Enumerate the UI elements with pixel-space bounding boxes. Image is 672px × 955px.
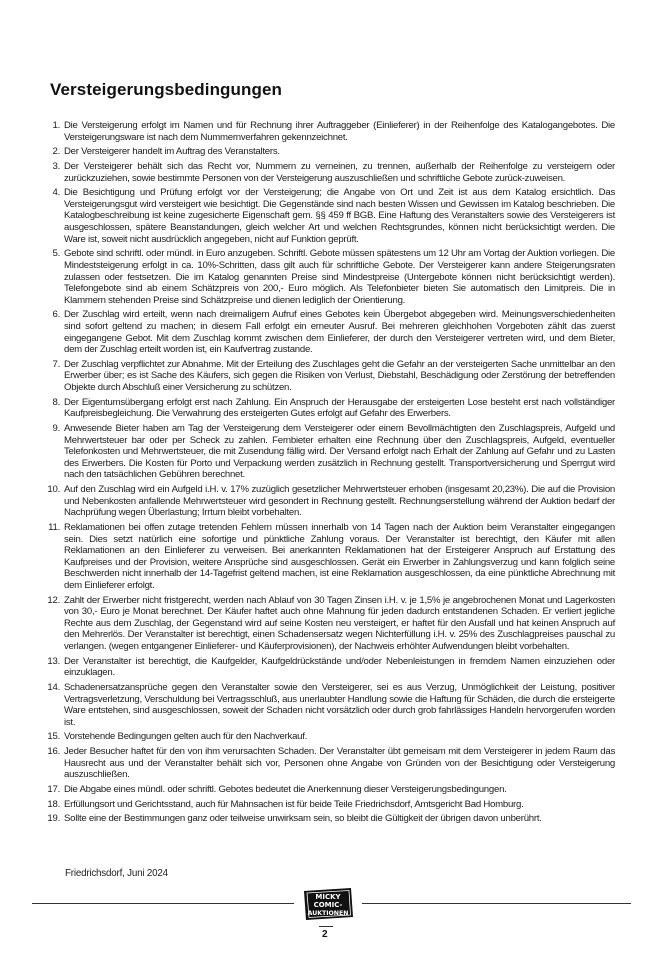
condition-text: Die Besichtigung und Prüfung erfolgt vor der Versteigerung; die Angabe von Ort und Zeit ist aus dem Katalog ersichtlich. Das Versteigerungsgut wird versteigert wie besichtigt. Die Gegenstände sind nach besten Wissen und Gewissen im Katalog beschrieben. Die Katalogbeschreibung ist keine zugesicherte Eigenschaft gem. §§ 459 ff BGB. Eine Haftung des Veranstalters sowie des Versteigerers ist ausgeschlossen, spätere Beanstandungen, gleich welcher Art und welchen Rechtsgrundes, können nicht berücksichtigt werden. Die Ware ist, soweit nicht ausdrücklich angegeben, nicht auf Funktion geprüft. xyxy=(64,187,615,245)
condition-text: Die Versteigerung erfolgt im Namen und für Rechnung ihrer Auftraggeber (Einlieferer) in der Reihenfolge des Katalogangebotes. Die Versteigerungsware ist nach dem Nummernverfahren gekennzeichnet. xyxy=(64,120,615,143)
condition-item xyxy=(40,522,615,592)
page-number-rule xyxy=(319,926,333,927)
condition-text: Vorstehende Bedingungen gelten auch für den Nachverkauf. xyxy=(64,731,308,743)
condition-item xyxy=(40,656,615,679)
condition-text: Anwesende Bieter haben am Tag der Versteigerung dem Versteigerer oder einem Bevollmächtigten den Zuschlagspreis, Aufgeld und Mehrwertsteuer bar oder per Scheck zu zahlen. Fernbieter erhalten eine Rechnung über den Zuschlagspreis, Aufgeld, eventueller Telefonkosten und Mehrwertsteuer, die mit Zusendung fällig wird. Der Versand erfolgt nach Erhalt der Zahlung auf Gefahr und zu Lasten des Erwerbers. Die Kosten für Porto und Verpackung werden zusätzlich in Rechnung gestellt. Transportversicherung und Sperrgut wird nach den tatsächlichen Gebühren berechnet. xyxy=(64,423,615,481)
footer-rule-right xyxy=(362,903,631,904)
condition-item xyxy=(40,813,615,825)
condition-text: Gebote sind schriftl. oder mündl. in Euro anzugeben. Schriftl. Gebote müssen spätestens um 12 Uhr am Vortag der Auktion vorliegen. Die Mindeststeigerung erfolgt in ca. 10%-Schritten, dass gilt auch für schriftliche Gebote. Der Versteigerer kann andere Steigerungsraten zulassen oder festsetzen. Die im Katalog genannten Preise sind Mindestpreise (Untergebote können nicht berücksichtigt werden). Telefongebote sind ab einem Schätzpreis von 200,- Euro möglich. Als Telefonbieter bieten Sie automatisch den Limitpreis. Die in Klammern stehenden Preise sind Schätzpreise und dienen lediglich der Orientierung. xyxy=(64,248,615,306)
condition-text: Schadenersatzansprüche gegen den Veranstalter sowie den Versteigerer, sei es aus Verzug, Unmöglichkeit der Leistung, positiver Vertragsverletzung, Verschuldung bei Vertragsschluß, aus unerlaubter Handlung sowie die Haftung für Schäden, die durch die ersteigerte Ware entstehen, sind ausgeschlossen, soweit der Schaden nicht vorsätzlich oder durch grob fahrlässiges Handeln hervorgerufen worden ist. xyxy=(64,681,615,728)
condition-text: Sollte eine der Bestimmungen ganz oder teilweise unwirksam sein, so bleibt die Gültigkeit der übrigen davon unberührt. xyxy=(64,813,542,825)
condition-item xyxy=(40,682,615,728)
logo-line-3: AUKTIONEN xyxy=(307,910,349,917)
condition-item xyxy=(40,359,615,394)
condition-number: 14. xyxy=(47,681,60,693)
condition-number: 5. xyxy=(52,248,60,260)
conditions-list xyxy=(40,120,615,828)
condition-number: 9. xyxy=(52,423,60,434)
page-title: Versteigerungsbedingungen xyxy=(50,80,283,99)
condition-text: Reklamationen bei offen zutage tretenden Fehlern müssen innerhalb von 14 Tagen nach der Auktion beim Veranstalter eingegangen sein. Dies setzt natürlich eine sofortige und pünktliche Zahlung voraus. Der Veranstalter ist berechtigt, den Käufer mit allen Reklamationen an den Einlieferer zu verweisen. Bei anerkannten Reklamationen hat der Ersteigerer Anspruch auf Erstattung des Kaufpreises und der Provision, weitere Ansprüche sind ausgeschlossen. Gerät ein Erwerber in Zahlungsverzug und kann folglich seine Beschwerden nicht innerhalb der 14-Tagefrist geltend machen, ist eine Reklamation ausgeschlossen, da eine pünktliche Abrechnung mit dem Einlieferer erfolgt. xyxy=(64,521,615,591)
place-date: Friedrichsdorf, Juni 2024 xyxy=(65,868,168,879)
condition-text: Der Versteigerer handelt im Auftrag des Veranstalters. xyxy=(64,146,280,158)
condition-text: Jeder Besucher haftet für den von ihm verursachten Schaden. Der Veranstalter übt gemeisam mit dem Versteigerer in jedem Raum das Hausrecht aus und der Veranstalter behält sich vor, Personen ohne Angabe von Gründen von der Besichtigung oder Versteigerung auszuschließen. xyxy=(64,746,615,781)
condition-item xyxy=(40,120,615,143)
condition-text: Zahlt der Erwerber nicht fristgerecht, werden nach Ablauf von 30 Tagen Zinsen i.H. v. je 1,5% je angebrochenen Monat und Lagerkosten von 30,- Euro je Monat berechnet. Der Käufer haftet auch ohne Mahnung für jeden dadurch entstandenen Schaden. Er verliert jegliche Rechte aus dem Zuschlag, der Gegenstand wird auf seine Kosten neu versteigert, er haftet für den Ausfall und hat keinen Anspruch auf den Mehrerlös. Der Veranstalter ist berechtigt, einen Schadensersatz wegen Nichterfüllung i.H. v. 25% des Zuschlagpreises pauschal zu verlangen. (wegen entgangener Einlieferer- und Käuferprovisionen), der Nachweis erhöhter Aufwendungen bleibt vorbehalten. xyxy=(64,594,615,652)
condition-text: Auf den Zuschlag wird ein Aufgeld i.H. v. 17% zuzüglich gesetzlicher Mehrwertsteuer erhoben (insgesamt 20,23%). Die auf die Provision und Nebenkosten anfallende Mehrwertsteuer wird gesondert in Rechnung gestellt. Rechnungserstellung während der Auktion bedarf der Nachprüfung wegen Überlastung; Irrtum bleibt vorbehalten. xyxy=(64,484,615,519)
condition-number: 3. xyxy=(52,160,60,172)
micky-comic-auktionen-logo xyxy=(301,886,355,922)
condition-text: Der Versteigerer behält sich das Recht vor, Nummern zu verneinen, zu trennen, außerhalb der Reihenfolge zu versteigern oder zurückzuziehen, sowie bestimmte Personen von der Versteigerung auszuschließen und schriftliche Gebote zurück-zuweisen. xyxy=(64,160,615,184)
condition-number: 4. xyxy=(52,187,60,199)
condition-item xyxy=(40,799,615,811)
condition-text: Die Abgabe eines mündl. oder schriftl. Gebotes bedeutet die Anerkennung dieser Versteigerungsbedingungen. xyxy=(64,783,507,795)
condition-number: 1. xyxy=(52,120,60,131)
condition-item xyxy=(40,161,615,184)
condition-item xyxy=(40,746,615,781)
condition-text: Der Zuschlag wird erteilt, wenn nach dreimaligem Aufruf eines Gebotes kein Übergebot abgegeben wird. Meinungsverschiedenheiten sind sofort geltend zu machen; in diesem Fall erfolgt ein erneuter Ausruf. Bei mehreren gleichhohen Vorgeboten zählt das zuerst eingegangene Gebot. Mit dem Zuschlag kommt zwischen dem Einlieferer, der durch den Versteigerer vertreten wird, und dem Bieter, dem der Zuschlag erteilt worden ist, ein Kaufvertrag zustande. xyxy=(64,309,615,356)
condition-item xyxy=(40,784,615,796)
condition-number: 16. xyxy=(47,746,60,758)
condition-text: Der Veranstalter ist berechtigt, die Kaufgelder, Kaufgeldrückstände und/oder Nebenleistungen in fremdem Namen einzuziehen oder einzuklagen. xyxy=(64,655,615,679)
condition-number: 2. xyxy=(52,146,60,158)
condition-item xyxy=(40,484,615,519)
condition-item xyxy=(40,248,615,306)
condition-item xyxy=(40,731,615,743)
condition-text: Der Eigentumsübergang erfolgt erst nach Zahlung. Ein Anspruch der Herausgabe der ersteigerten Lose besteht erst nach vollständiger Kaufpreisbegleichung. Die Verwahrung des ersteigerten Gutes erfolgt auf Gefahr des Erwerbers. xyxy=(64,396,615,420)
condition-text: Erfüllungsort und Gerichtsstand, auch für Mahnsachen ist für beide Teile Friedrichsdorf, Amtsgericht Bad Homburg. xyxy=(64,798,524,810)
condition-number: 11. xyxy=(48,521,60,533)
condition-number: 12. xyxy=(47,594,60,606)
logo-line-2: COMIC- xyxy=(313,901,343,909)
condition-item xyxy=(40,423,615,481)
condition-text: Der Zuschlag verpflichtet zur Abnahme. Mit der Erteilung des Zuschlages geht die Gefahr an der versteigerten Sache unmittelbar an den Erwerber über; es ist Sache des Käufers, sich gegen die Risiken von Verlust, Diebstahl, Beschädigung oder Zerstörung der betreffenden Objekte durch Abschluß einer Versicherung zu schützen. xyxy=(64,358,615,394)
condition-number: 8. xyxy=(52,396,60,408)
condition-number: 15. xyxy=(47,731,60,743)
condition-item xyxy=(40,309,615,355)
page-number: 2 xyxy=(322,929,328,940)
condition-item xyxy=(40,595,615,653)
footer-rule-left xyxy=(32,903,294,904)
condition-number: 6. xyxy=(52,309,60,321)
condition-number: 19. xyxy=(47,813,60,825)
condition-number: 7. xyxy=(52,358,60,370)
condition-item xyxy=(40,146,615,158)
logo-line-1: MICKY xyxy=(315,893,341,901)
condition-number: 10. xyxy=(47,484,60,496)
condition-number: 17. xyxy=(47,783,60,795)
condition-item xyxy=(40,187,615,245)
condition-item xyxy=(40,397,615,420)
condition-number: 13. xyxy=(47,655,60,667)
condition-number: 18. xyxy=(47,798,60,810)
